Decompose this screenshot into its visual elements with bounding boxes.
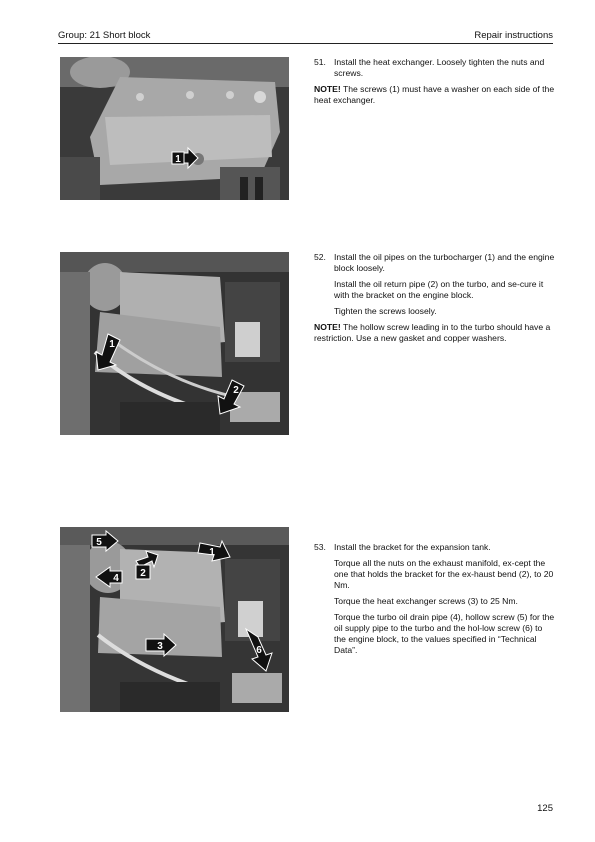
step-text: Torque the turbo oil drain pipe (4), hollow screw (5) for the oil supply pipe to the turbo and the hol-low screw (6) to the engine block, to the values specified in “Technical Data”. [334, 612, 555, 655]
callout-label: 6 [256, 645, 262, 656]
heat-exchanger-photo [60, 57, 289, 200]
callout-label: 2 [140, 568, 146, 579]
step-text: Install the oil pipes on the turbocharger (1) and the engine block loosely. [334, 252, 555, 273]
step-text: Torque the heat exchanger screws (3) to 25 Nm. [334, 596, 518, 606]
header-divider [58, 43, 553, 44]
step-text: Install the heat exchanger. Loosely tighten the nuts and screws. [334, 57, 545, 78]
header-group: Group: 21 Short block [58, 30, 151, 41]
note-text: The screws (1) must have a washer on each side of the heat exchanger. [314, 84, 555, 105]
step-text: Install the oil return pipe (2) on the turbo, and se-cure it with the bracket on the engine block. [334, 279, 544, 300]
callout-label: 1 [109, 339, 115, 350]
step-52 [314, 252, 556, 349]
step-text: Torque all the nuts on the exhaust manifold, ex-cept the one that holds the bracket for the ex-haust bend (2), to 20 Nm. [334, 558, 554, 590]
header-section: Repair instructions [474, 30, 553, 41]
step-text: Tighten the screws loosely. [334, 306, 437, 316]
callout-label: 1 [209, 547, 215, 558]
step-number: 53. [314, 542, 326, 552]
bracket-photo [60, 527, 289, 712]
callout-label: 1 [175, 154, 181, 165]
note-label: NOTE! [314, 322, 341, 332]
oil-pipes-photo [60, 252, 289, 435]
step-text: Install the bracket for the expansion tank. [334, 542, 491, 552]
step-number: 51. [314, 57, 326, 67]
callout-label: 5 [96, 537, 102, 548]
step-51 [314, 57, 556, 111]
note-text: The hollow screw leading in to the turbo should have a restriction. Use a new gasket and copper washers. [314, 322, 551, 343]
callout-label: 2 [233, 385, 239, 396]
callout-label: 4 [113, 573, 119, 584]
note-label: NOTE! [314, 84, 341, 94]
step-53 [314, 542, 556, 661]
step-number: 52. [314, 252, 326, 262]
callout-label: 3 [157, 641, 163, 652]
page-number: 125 [537, 803, 553, 814]
